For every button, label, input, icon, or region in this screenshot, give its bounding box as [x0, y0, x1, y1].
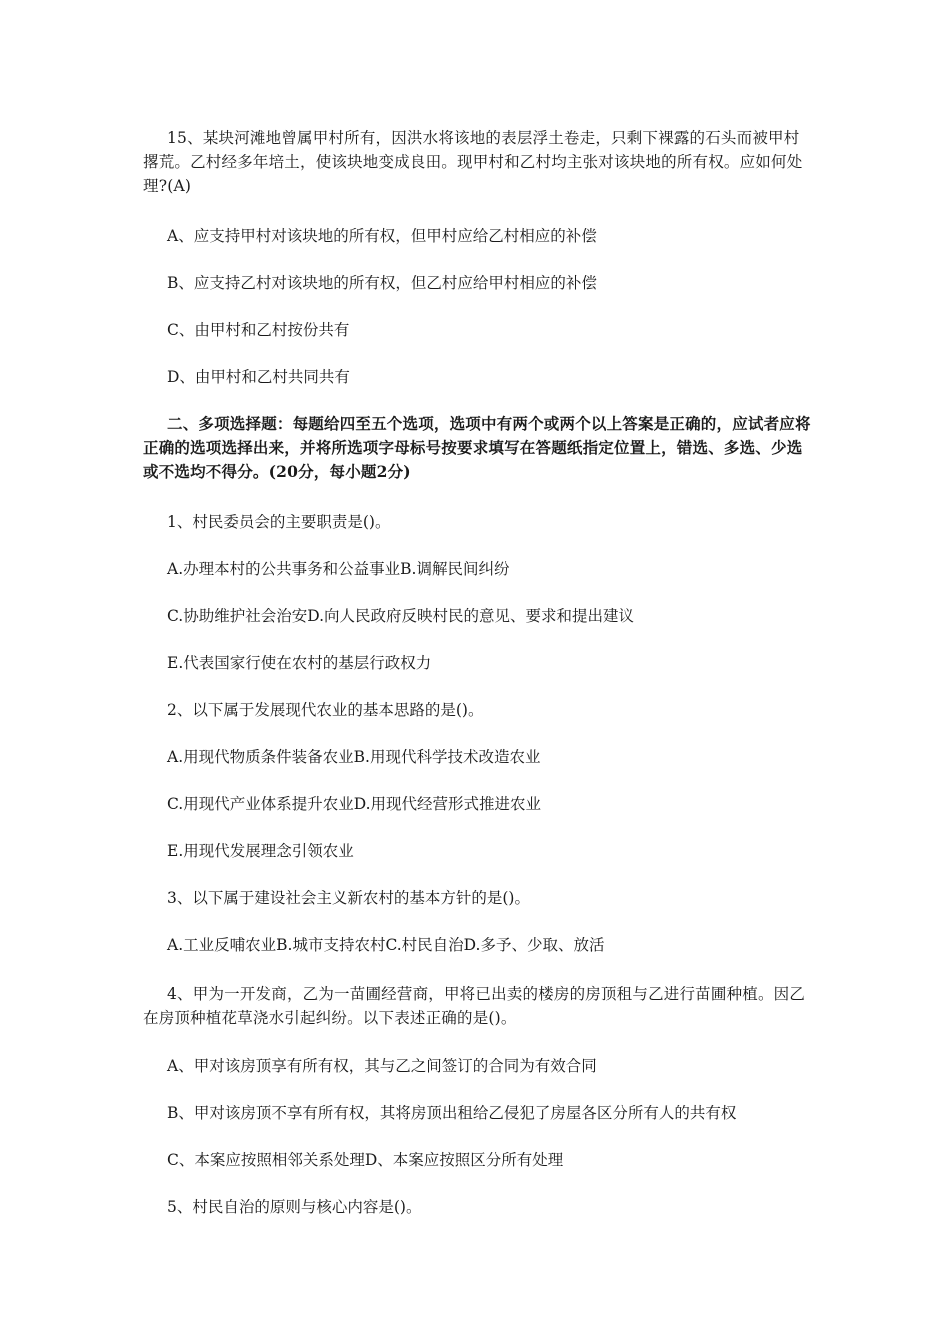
section-two-heading-text: 二、多项选择题：每题给四至五个选项，选项中有两个或两个以上答案是正确的，应试者应将正确的选项选择出来，并将所选项字母标号按要求填写在答题纸指定位置上，错选、多选、少选或不选均不得分。(20分，每小题2分)	[143, 414, 811, 481]
question-15-option-a: A、应支持甲村对该块地的所有权，但甲村应给乙村相应的补偿	[167, 227, 597, 245]
multi-question-2-option-cd: C.用现代产业体系提升农业D.用现代经营形式推进农业	[167, 795, 542, 813]
multi-question-4-stem	[143, 982, 813, 1030]
multi-question-2-stem: 2、以下属于发展现代农业的基本思路的是()。	[167, 701, 484, 719]
multi-question-4-option-b: B、甲对该房顶不享有所有权，其将房顶出租给乙侵犯了房屋各区分所有人的共有权	[167, 1104, 737, 1122]
multi-question-5-stem: 5、村民自治的原则与核心内容是()。	[167, 1198, 422, 1216]
question-15-stem	[143, 126, 813, 198]
multi-question-4-stem-text: 4、甲为一开发商，乙为一苗圃经营商，甲将已出卖的楼房的房顶租与乙进行苗圃种植。因乙在房顶种植花草浇水引起纠纷。以下表述正确的是()。	[143, 985, 806, 1027]
multi-question-4-option-cd: C、本案应按照相邻关系处理D、本案应按照区分所有处理	[167, 1151, 564, 1169]
multi-question-4-option-a: A、甲对该房顶享有所有权，其与乙之间签订的合同为有效合同	[167, 1057, 597, 1075]
question-15-option-c: C、由甲村和乙村按份共有	[167, 321, 350, 339]
multi-question-2-option-e: E.用现代发展理念引领农业	[167, 842, 354, 860]
multi-question-1-option-e: E.代表国家行使在农村的基层行政权力	[167, 654, 432, 672]
section-two-heading	[143, 412, 813, 484]
question-15-stem-text: 15、某块河滩地曾属甲村所有，因洪水将该地的表层浮土卷走，只剩下裸露的石头而被甲村撂荒。乙村经多年培土，使该块地变成良田。现甲村和乙村均主张对该块地的所有权。应如何处理?(A)	[143, 129, 803, 195]
multi-question-1-stem: 1、村民委员会的主要职责是()。	[167, 513, 391, 531]
multi-question-2-option-ab: A.用现代物质条件装备农业B.用现代科学技术改造农业	[167, 748, 541, 766]
question-15-option-d: D、由甲村和乙村共同共有	[167, 368, 350, 386]
multi-question-1-option-cd: C.协助维护社会治安D.向人民政府反映村民的意见、要求和提出建议	[167, 607, 635, 625]
multi-question-3-stem: 3、以下属于建设社会主义新农村的基本方针的是()。	[167, 889, 530, 907]
multi-question-3-options: A.工业反哺农业B.城市支持农村C.村民自治D.多予、少取、放活	[167, 936, 605, 954]
question-15-option-b: B、应支持乙村对该块地的所有权，但乙村应给甲村相应的补偿	[167, 274, 597, 292]
multi-question-1-option-ab: A.办理本村的公共事务和公益事业B.调解民间纠纷	[167, 560, 510, 578]
